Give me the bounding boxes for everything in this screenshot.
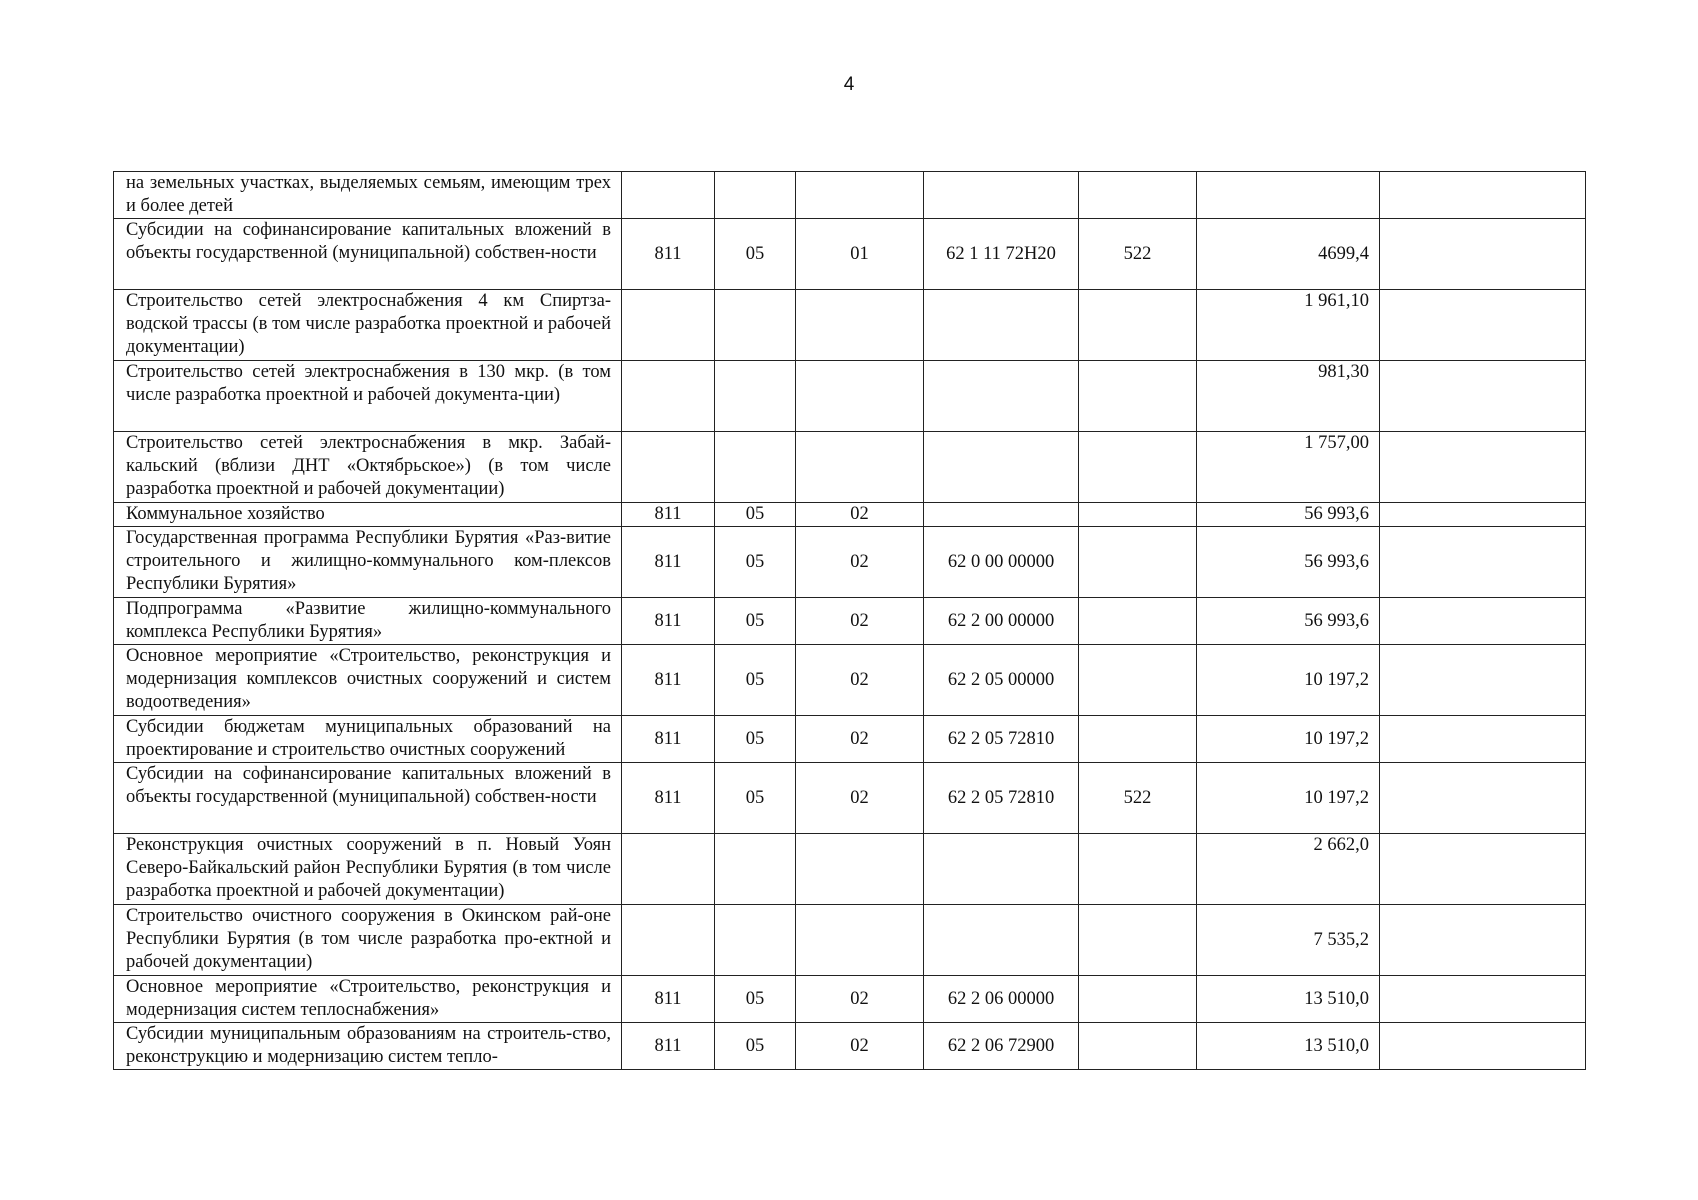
expense-type-code	[1079, 1023, 1197, 1070]
row-name: Строительство сетей электроснабжения в мкр. Забай-кальский (вблизи ДНТ «Октябрьское») (в том числе разработка проектной и рабочей документации)	[114, 432, 622, 503]
section-code: 05	[715, 1023, 796, 1070]
amount: 981,30	[1197, 361, 1380, 432]
expense-type-code	[1079, 976, 1197, 1023]
extra-cell	[1380, 527, 1586, 598]
table-row	[114, 172, 1586, 219]
amount: 13 510,0	[1197, 976, 1380, 1023]
target-article-code: 62 2 05 00000	[924, 645, 1079, 716]
amount: 56 993,6	[1197, 527, 1380, 598]
table-row	[114, 834, 1586, 905]
row-name: Субсидии бюджетам муниципальных образований на проектирование и строительство очистных сооружений	[114, 716, 622, 763]
row-name: Подпрограмма «Развитие жилищно-коммунального комплекса Республики Бурятия»	[114, 598, 622, 645]
row-name: Основное мероприятие «Строительство, реконструкция и модернизация систем теплоснабжения»	[114, 976, 622, 1023]
expense-type-code	[1079, 834, 1197, 905]
grbs-code: 811	[622, 716, 715, 763]
section-code	[715, 361, 796, 432]
target-article-code	[924, 290, 1079, 361]
target-article-code	[924, 905, 1079, 976]
grbs-code: 811	[622, 598, 715, 645]
grbs-code: 811	[622, 976, 715, 1023]
section-code: 05	[715, 716, 796, 763]
expense-type-code	[1079, 598, 1197, 645]
subsection-code: 02	[796, 716, 924, 763]
expense-type-code	[1079, 527, 1197, 598]
section-code: 05	[715, 503, 796, 527]
subsection-code: 02	[796, 503, 924, 527]
section-code	[715, 432, 796, 503]
target-article-code: 62 2 00 00000	[924, 598, 1079, 645]
section-code: 05	[715, 219, 796, 290]
row-name: на земельных участках, выделяемых семьям, имеющим трех и более детей	[114, 172, 622, 219]
table-row	[114, 432, 1586, 503]
amount: 10 197,2	[1197, 763, 1380, 834]
section-code: 05	[715, 598, 796, 645]
page-number: 4	[843, 74, 855, 95]
row-name: Строительство сетей электроснабжения в 130 мкр. (в том числе разработка проектной и рабочей документа-ции)	[114, 361, 622, 432]
target-article-code: 62 2 06 72900	[924, 1023, 1079, 1070]
table-row	[114, 976, 1586, 1023]
grbs-code	[622, 361, 715, 432]
subsection-code	[796, 905, 924, 976]
target-article-code: 62 1 11 72H20	[924, 219, 1079, 290]
extra-cell	[1380, 716, 1586, 763]
amount: 7 535,2	[1197, 905, 1380, 976]
extra-cell	[1380, 503, 1586, 527]
amount	[1197, 172, 1380, 219]
section-code: 05	[715, 763, 796, 834]
subsection-code	[796, 290, 924, 361]
grbs-code: 811	[622, 645, 715, 716]
section-code: 05	[715, 976, 796, 1023]
subsection-code: 02	[796, 645, 924, 716]
extra-cell	[1380, 361, 1586, 432]
table-row	[114, 598, 1586, 645]
row-name: Государственная программа Республики Бурятия «Раз-витие строительного и жилищно-коммунального ком-плексов Республики Бурятия»	[114, 527, 622, 598]
amount: 1 757,00	[1197, 432, 1380, 503]
grbs-code: 811	[622, 527, 715, 598]
subsection-code: 02	[796, 527, 924, 598]
subsection-code	[796, 172, 924, 219]
target-article-code	[924, 172, 1079, 219]
expense-type-code: 522	[1079, 763, 1197, 834]
table-row	[114, 1023, 1586, 1070]
extra-cell	[1380, 290, 1586, 361]
subsection-code: 02	[796, 976, 924, 1023]
subsection-code	[796, 361, 924, 432]
table-row	[114, 763, 1586, 834]
table-row	[114, 905, 1586, 976]
table-row	[114, 645, 1586, 716]
amount: 10 197,2	[1197, 645, 1380, 716]
target-article-code: 62 2 05 72810	[924, 763, 1079, 834]
expense-type-code	[1079, 503, 1197, 527]
amount: 56 993,6	[1197, 598, 1380, 645]
expense-type-code	[1079, 290, 1197, 361]
target-article-code	[924, 361, 1079, 432]
extra-cell	[1380, 598, 1586, 645]
expense-type-code	[1079, 645, 1197, 716]
grbs-code: 811	[622, 763, 715, 834]
extra-cell	[1380, 763, 1586, 834]
row-name: Основное мероприятие «Строительство, реконструкция и модернизация комплексов очистных сооружений и систем водоотведения»	[114, 645, 622, 716]
section-code	[715, 905, 796, 976]
subsection-code: 02	[796, 763, 924, 834]
table-row	[114, 290, 1586, 361]
target-article-code: 62 0 00 00000	[924, 527, 1079, 598]
subsection-code	[796, 834, 924, 905]
section-code	[715, 172, 796, 219]
row-name: Реконструкция очистных сооружений в п. Новый Уоян Северо-Байкальский район Республики Бурятия (в том числе разработка проектной и рабочей документации)	[114, 834, 622, 905]
row-name: Коммунальное хозяйство	[114, 503, 622, 527]
amount: 56 993,6	[1197, 503, 1380, 527]
table-row	[114, 716, 1586, 763]
row-name: Субсидии муниципальным образованиям на строитель-ство, реконструкцию и модернизацию систем тепло-	[114, 1023, 622, 1070]
expense-type-code: 522	[1079, 219, 1197, 290]
section-code: 05	[715, 645, 796, 716]
extra-cell	[1380, 432, 1586, 503]
extra-cell	[1380, 905, 1586, 976]
amount: 13 510,0	[1197, 1023, 1380, 1070]
target-article-code	[924, 834, 1079, 905]
table-row	[114, 361, 1586, 432]
table-row	[114, 219, 1586, 290]
grbs-code	[622, 172, 715, 219]
target-article-code	[924, 503, 1079, 527]
table-row	[114, 503, 1586, 527]
grbs-code: 811	[622, 503, 715, 527]
grbs-code: 811	[622, 1023, 715, 1070]
subsection-code: 02	[796, 598, 924, 645]
amount: 1 961,10	[1197, 290, 1380, 361]
table-row	[114, 527, 1586, 598]
extra-cell	[1380, 834, 1586, 905]
extra-cell	[1380, 219, 1586, 290]
expense-type-code	[1079, 432, 1197, 503]
expense-type-code	[1079, 172, 1197, 219]
grbs-code	[622, 290, 715, 361]
grbs-code	[622, 905, 715, 976]
grbs-code	[622, 834, 715, 905]
row-name: Субсидии на софинансирование капитальных вложений в объекты государственной (муниципальной) собствен-ности	[114, 763, 622, 834]
expense-type-code	[1079, 905, 1197, 976]
target-article-code: 62 2 05 72810	[924, 716, 1079, 763]
budget-table	[113, 171, 1586, 1070]
subsection-code: 01	[796, 219, 924, 290]
row-name: Строительство очистного сооружения в Окинском рай-оне Республики Бурятия (в том числе разработка про-ектной и рабочей документации)	[114, 905, 622, 976]
grbs-code	[622, 432, 715, 503]
extra-cell	[1380, 1023, 1586, 1070]
subsection-code: 02	[796, 1023, 924, 1070]
section-code: 05	[715, 527, 796, 598]
amount: 10 197,2	[1197, 716, 1380, 763]
extra-cell	[1380, 172, 1586, 219]
expense-type-code	[1079, 361, 1197, 432]
section-code	[715, 290, 796, 361]
extra-cell	[1380, 645, 1586, 716]
target-article-code	[924, 432, 1079, 503]
section-code	[715, 834, 796, 905]
row-name: Субсидии на софинансирование капитальных вложений в объекты государственной (муниципальной) собствен-ности	[114, 219, 622, 290]
row-name: Строительство сетей электроснабжения 4 км Спиртза-водской трассы (в том числе разработка проектной и рабочей документации)	[114, 290, 622, 361]
subsection-code	[796, 432, 924, 503]
amount: 2 662,0	[1197, 834, 1380, 905]
extra-cell	[1380, 976, 1586, 1023]
grbs-code: 811	[622, 219, 715, 290]
amount: 4699,4	[1197, 219, 1380, 290]
expense-type-code	[1079, 716, 1197, 763]
target-article-code: 62 2 06 00000	[924, 976, 1079, 1023]
